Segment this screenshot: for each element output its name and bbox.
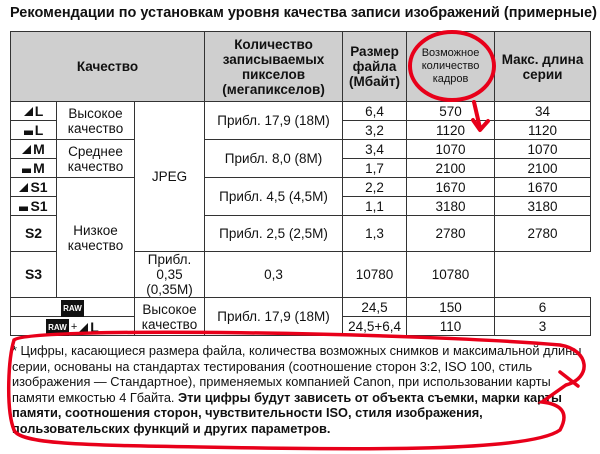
- raw-cell: [11, 298, 135, 317]
- pixels-s2: Прибл. 2,5 (2,5M): [205, 216, 343, 252]
- m-fine-icon: M: [33, 140, 45, 157]
- group-jpeg: JPEG: [135, 102, 205, 252]
- pixels-l: Прибл. 17,9 (18M): [205, 102, 343, 140]
- shots-s2: 2780: [407, 216, 495, 252]
- header-row: [11, 32, 591, 102]
- shots-s3: 10780: [343, 252, 407, 298]
- fine-icon: [24, 107, 33, 116]
- normal-icon: [22, 164, 31, 173]
- l-norm-cell: [11, 121, 57, 140]
- s3-cell: [11, 252, 57, 298]
- m-norm-cell: [11, 159, 57, 178]
- footnote-bold: Эти цифры будут зависеть от объекта съемки, марки карты памяти, соотношения сторон, чувствительности ISO, стиля изображения, пользовательских функций и других параметров.: [12, 389, 562, 436]
- s1-fine-icon: S1: [30, 178, 48, 195]
- shots-m-norm: 2100: [407, 159, 495, 178]
- header-burst: Макс. длина серии: [495, 32, 591, 102]
- burst-raw-l: 3: [495, 317, 591, 336]
- group-raw-high: Высокое качество: [135, 298, 205, 336]
- size-s2: 1,3: [343, 216, 407, 252]
- burst-l-norm: 1120: [495, 121, 591, 140]
- burst-m-norm: 2100: [495, 159, 591, 178]
- pixels-raw: Прибл. 17,9 (18M): [205, 298, 343, 336]
- footnote-text: * Цифры, касающиеся размера файла, количества возможных снимков и максимальной длины серии, основаны на стандартах тестирования (соотношение сторон 3:2, ISO 100, стиль изображения — Стандартное), применяемых компанией Canon, при использовании карты памяти емкостью 4 Гбайта.: [12, 343, 582, 405]
- s2-icon: S2: [24, 225, 43, 241]
- shots-raw-l: 110: [407, 317, 495, 336]
- size-m-norm: 1,7: [343, 159, 407, 178]
- header-shots: Возможное количество кадров: [407, 32, 495, 102]
- burst-s2: 2780: [495, 216, 591, 252]
- s1-norm-cell: [11, 197, 57, 216]
- fine-icon: [22, 145, 31, 154]
- raw-l-icon: L: [90, 318, 99, 335]
- burst-s1-norm: 3180: [495, 197, 591, 216]
- s2-cell: [11, 216, 57, 252]
- fine-icon: [19, 183, 28, 192]
- s1-fine-cell: [11, 178, 57, 197]
- burst-raw: 6: [495, 298, 591, 317]
- group-high: Высокое качество: [57, 102, 135, 140]
- table-row: [11, 298, 591, 317]
- quality-table: [10, 31, 591, 336]
- l-fine-icon: L: [34, 102, 44, 119]
- shots-s1-fine: 1670: [407, 178, 495, 197]
- s3-icon: S3: [24, 266, 43, 282]
- size-l-norm: 3,2: [343, 121, 407, 140]
- l-norm-icon: L: [34, 121, 44, 138]
- raw-l-cell: RAW + L: [11, 317, 135, 336]
- fine-icon: [79, 323, 88, 332]
- shots-l-norm: 1120: [407, 121, 495, 140]
- burst-s1-fine: 1670: [495, 178, 591, 197]
- raw-icon: RAW: [61, 300, 84, 317]
- size-s1-fine: 2,2: [343, 178, 407, 197]
- m-fine-cell: [11, 140, 57, 159]
- table-row: [11, 102, 591, 121]
- s1-norm-icon: S1: [30, 197, 48, 214]
- footnote: [12, 343, 592, 437]
- raw-icon: RAW: [46, 319, 69, 336]
- group-low: Низкое качество: [57, 178, 135, 298]
- header-size: Размер файла (Мбайт): [343, 32, 407, 102]
- size-l-fine: 6,4: [343, 102, 407, 121]
- shots-l-fine: 570: [407, 102, 495, 121]
- normal-icon: [19, 202, 28, 211]
- table-row: [11, 178, 591, 197]
- burst-s3: 10780: [407, 252, 495, 298]
- pixels-s3: Прибл. 0,35 (0,35M): [135, 252, 205, 298]
- size-s3: 0,3: [205, 252, 343, 298]
- burst-m-fine: 1070: [495, 140, 591, 159]
- burst-l-fine: 34: [495, 102, 591, 121]
- table-row: [11, 140, 591, 159]
- header-pixels: Количество записываемых пикселов (мегапикселов): [205, 32, 343, 102]
- size-raw-l: 24,5+6,4: [343, 317, 407, 336]
- shots-raw: 150: [407, 298, 495, 317]
- pixels-m: Прибл. 8,0 (8M): [205, 140, 343, 178]
- size-s1-norm: 1,1: [343, 197, 407, 216]
- pixels-s1: Прибл. 4,5 (4,5M): [205, 178, 343, 216]
- size-raw: 24,5: [343, 298, 407, 317]
- page-title: Рекомендации по установкам уровня качества записи изображений (примерные): [10, 5, 597, 21]
- group-medium: Среднее качество: [57, 140, 135, 178]
- header-quality: Качество: [11, 32, 205, 102]
- size-m-fine: 3,4: [343, 140, 407, 159]
- normal-icon: [24, 126, 33, 135]
- shots-s1-norm: 3180: [407, 197, 495, 216]
- l-fine-cell: [11, 102, 57, 121]
- m-norm-icon: M: [33, 159, 45, 176]
- shots-m-fine: 1070: [407, 140, 495, 159]
